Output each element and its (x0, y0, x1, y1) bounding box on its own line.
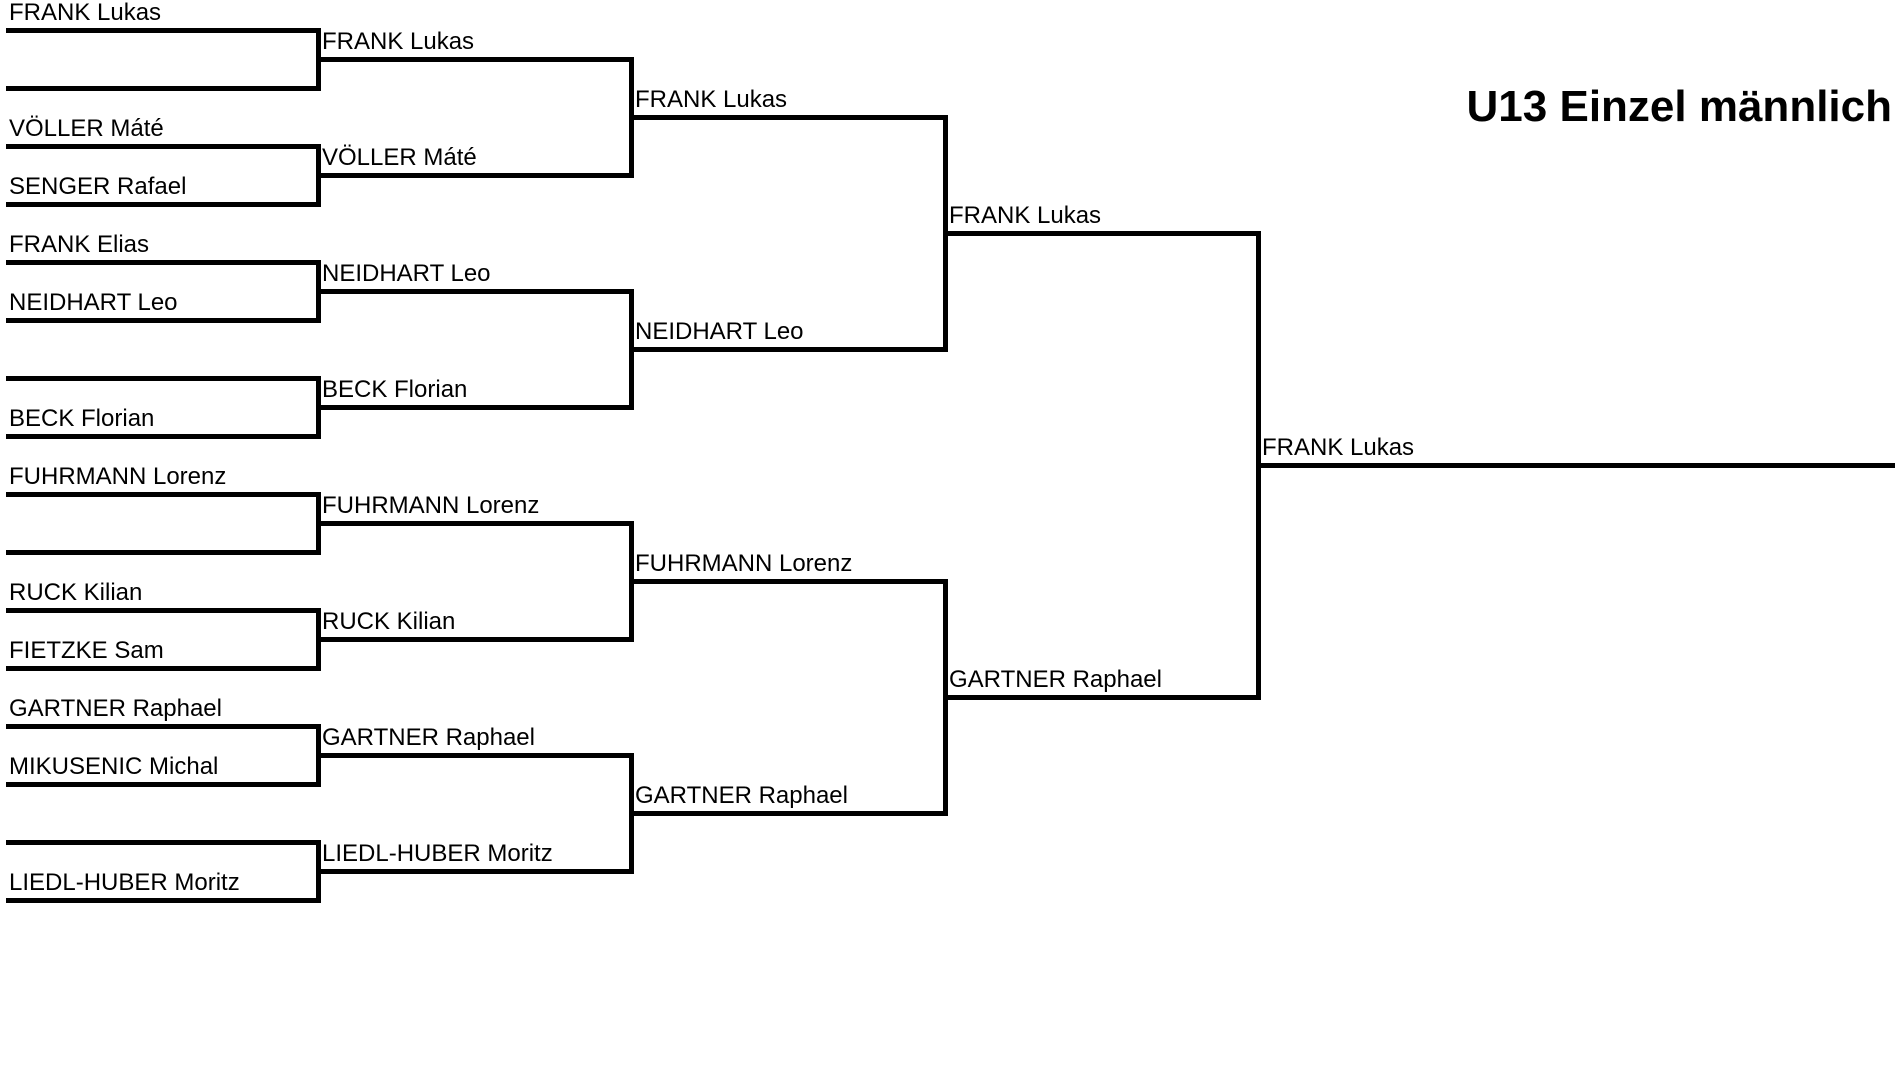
slot-line (6, 260, 321, 265)
player-name: FUHRMANN Lorenz (322, 492, 540, 519)
player-name: BECK Florian (9, 405, 155, 432)
slot-line (6, 376, 321, 381)
slot-line (319, 173, 634, 178)
slot-line (6, 840, 321, 845)
slot-line (6, 898, 321, 903)
player-name: NEIDHART Leo (635, 318, 804, 345)
player-name: NEIDHART Leo (9, 289, 178, 316)
slot-line (6, 434, 321, 439)
player-name: LIEDL-HUBER Moritz (322, 840, 553, 867)
slot-line (6, 782, 321, 787)
slot-line (319, 753, 634, 758)
player-name: FUHRMANN Lorenz (9, 463, 227, 490)
slot-line (319, 405, 634, 410)
slot-line (632, 579, 948, 584)
slot-line (6, 28, 321, 33)
slot-line (632, 115, 948, 120)
slot-line (6, 666, 321, 671)
player-name: GARTNER Raphael (322, 724, 535, 751)
slot-line (319, 637, 634, 642)
slot-line (632, 811, 948, 816)
slot-line (6, 202, 321, 207)
slot-line (6, 492, 321, 497)
player-name: FRANK Lukas (635, 86, 788, 113)
bracket-title: U13 Einzel männlich (1466, 82, 1892, 131)
slot-line (319, 869, 634, 874)
slot-line (6, 608, 321, 613)
slot-line (319, 521, 634, 526)
slot-line (632, 347, 948, 352)
slot-line (319, 57, 634, 62)
player-name: LIEDL-HUBER Moritz (9, 869, 240, 896)
slot-line (1259, 463, 1895, 468)
slot-line (6, 144, 321, 149)
player-name: GARTNER Raphael (9, 695, 222, 722)
player-name: FRANK Lukas (949, 202, 1102, 229)
player-name: FIETZKE Sam (9, 637, 164, 664)
slot-line (946, 695, 1261, 700)
player-name: MIKUSENIC Michal (9, 753, 219, 780)
player-name: RUCK Kilian (9, 579, 143, 606)
player-name: FRANK Elias (9, 231, 150, 258)
player-name: SENGER Rafael (9, 173, 187, 200)
slot-line (6, 318, 321, 323)
slot-line (319, 289, 634, 294)
player-name: VÖLLER Máté (9, 115, 164, 142)
player-name: VÖLLER Máté (322, 144, 477, 171)
player-name: NEIDHART Leo (322, 260, 491, 287)
player-name: GARTNER Raphael (635, 782, 848, 809)
slot-line (6, 86, 321, 91)
slot-line (946, 231, 1261, 236)
player-name: FRANK Lukas (9, 0, 162, 26)
slot-line (6, 724, 321, 729)
player-name: FRANK Lukas (1262, 434, 1415, 461)
player-name: GARTNER Raphael (949, 666, 1162, 693)
player-name: BECK Florian (322, 376, 468, 403)
player-name: FRANK Lukas (322, 28, 475, 55)
slot-line (6, 550, 321, 555)
player-name: RUCK Kilian (322, 608, 456, 635)
player-name: FUHRMANN Lorenz (635, 550, 853, 577)
